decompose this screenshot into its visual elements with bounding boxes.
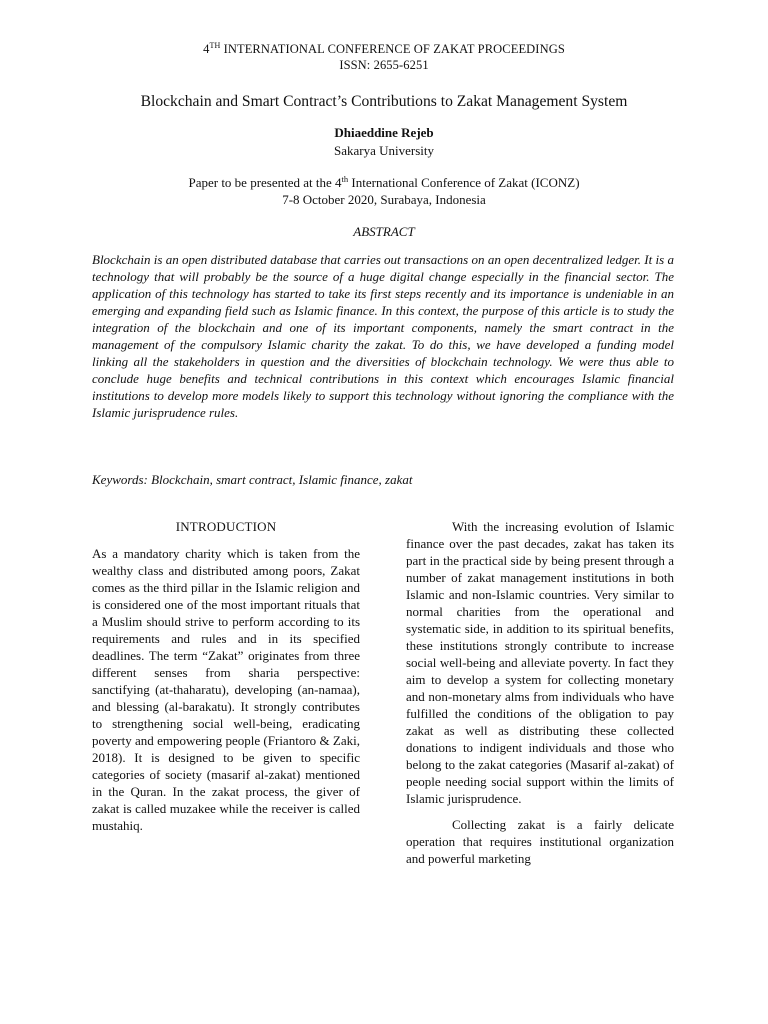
author-block (0, 124, 768, 160)
body-paragraph-continued: Collecting zakat is a fairly delicate operation that requires institutional organization and powerful marketing (406, 817, 674, 866)
left-column (92, 518, 360, 843)
body-paragraph: With the increasing evolution of Islamic finance over the past decades, zakat has taken its part in the practical side by being present through a number of zakat management institutions in both Islamic and non-Islamic countries. Very similar to normal charities from the operational and systematic side, in addition to its spiritual benefits, these institutions strongly contribute to increase social well-being and alleviate poverty. In fact they aim to develop a system for collecting monetary and non-monetary alms from individuals who have fulfilled the conditions of the obligation to pay zakat as well as distributing these collected donations to indigent individuals and those who belong to the zakat categories (Masarif al-zakat) of people needing social support within the limits of Islamic jurisprudence. (406, 519, 674, 806)
author-affiliation: Sakarya University (333, 143, 434, 158)
abstract-heading: ABSTRACT (353, 224, 415, 239)
keywords-line: Keywords: Blockchain, smart contract, Islamic finance, zakat (92, 472, 413, 487)
issn-line: ISSN: 2655-6251 (339, 58, 429, 72)
conference-number: 4 (203, 42, 210, 56)
introduction-heading: INTRODUCTION (175, 519, 277, 534)
conference-ordinal: TH (209, 41, 221, 50)
venue-date: 7-8 October 2020, Surabaya, Indonesia (282, 192, 486, 207)
conference-name: INTERNATIONAL CONFERENCE OF ZAKAT PROCEEDINGS (220, 42, 565, 56)
venue-line (0, 174, 768, 191)
paper-title: Blockchain and Smart Contract’s Contributions to Zakat Management System (140, 93, 628, 110)
right-column (406, 518, 674, 876)
proceedings-header (0, 42, 768, 57)
author-name: Dhiaeddine Rejeb (334, 125, 434, 140)
intro-paragraph: As a mandatory charity which is taken from the wealthy class and distributed among poors, Zakat comes as the third pillar in the Islamic religion and is considered one of the most important rituals that a Muslim should strive to perform according to its requirements and rules and in its specified deadlines. The term “Zakat” originates from three different senses from sharia perspective: sanctifying (at-thaharatu), developing (an-namaa), and blessing (al-barakatu). It strongly contributes to strengthening social well-being, eradicating poverty and empowering people (Friantoro & Zaki, 2018). It is designed to be given to specific categories of society (masarif al-zakat) mentioned in the Quran. In the zakat process, the giver of zakat is called muzakee while the receiver is called mustahiq. (92, 546, 360, 833)
abstract-text: Blockchain is an open distributed database that carries out transactions on an open decentralized ledger. It is a technology that will probably be the source of a huge digital change especially in the financial sector. The application of this technology has started to take its first steps recently and its importance is undeniable in an emerging and expanding field such as Islamic finance. In this context, the purpose of this article is to study the integration of the blockchain and one of its important components, namely the smart contract in the management of the compulsory Islamic charity the zakat. To do this, we have developed a funding model linking all the stakeholders in question and the diversities of blockchain technology. We were thus able to conclude huge benefits and technical contributions in this context which encourages Islamic financial institutions to develop more models likely to support this technology without ignoring the compliance with the Islamic jurisprudence rules. (92, 252, 674, 420)
venue-prefix: Paper to be presented at the 4 (188, 175, 342, 190)
venue-ordinal: th (341, 174, 349, 184)
venue-name: International Conference of Zakat (ICONZ) (348, 175, 580, 190)
venue-block (0, 174, 768, 208)
